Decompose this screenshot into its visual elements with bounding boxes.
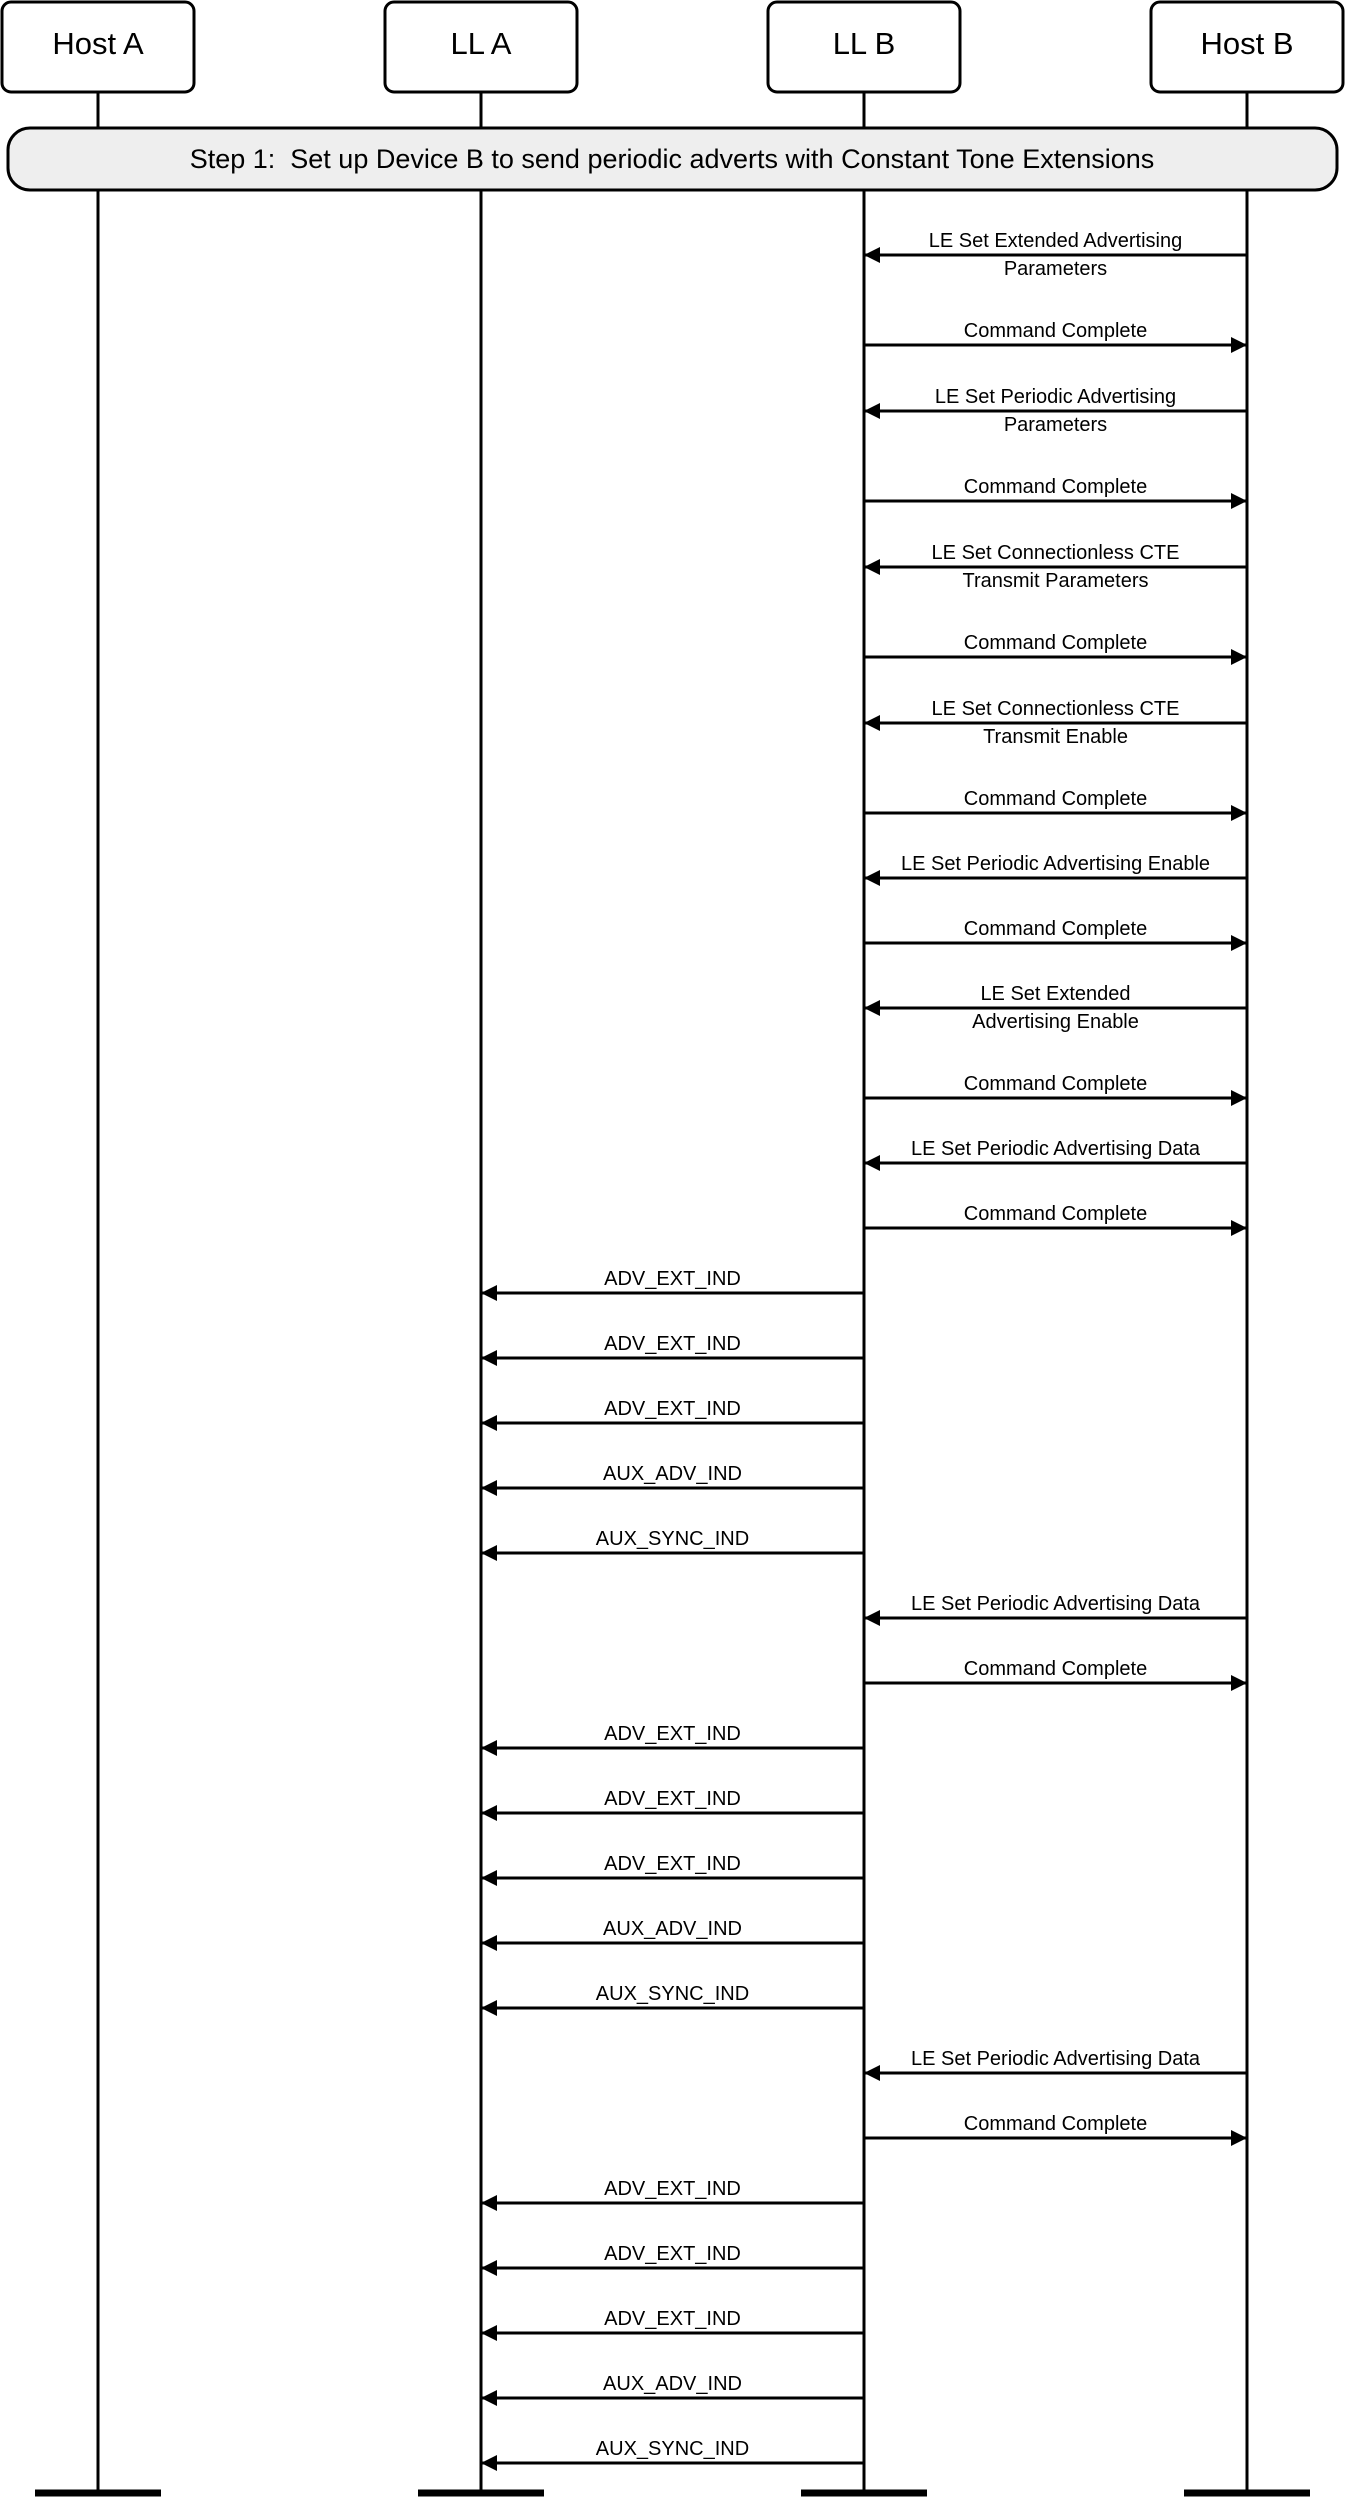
message-7 [864,698,1247,748]
message-11 [864,983,1247,1033]
message-32 [481,2373,864,2398]
message-label: ADV_EXT_IND [604,1333,741,1355]
message-label: Command Complete [963,1203,1148,1225]
message-26 [481,1983,864,2008]
message-label: AUX_ADV_IND [603,1918,742,1940]
message-label: ADV_EXT_IND [604,1398,741,1420]
message-label: Command Complete [963,320,1148,342]
participants [2,2,1343,92]
message-12 [864,1073,1247,1098]
message-label: ADV_EXT_IND [604,1853,741,1875]
message-23 [481,1788,864,1813]
message-label: Command Complete [963,1658,1148,1680]
message-label: ADV_EXT_IND [604,2308,741,2330]
message-label: Command Complete [963,1073,1148,1095]
message-29 [481,2178,864,2203]
participant-label-host-b: Host B [1200,26,1294,61]
message-label: ADV_EXT_IND [604,2243,741,2265]
participant-host-b [1151,2,1343,92]
message-20 [864,1593,1247,1618]
message-33 [481,2438,864,2463]
message-label: AUX_SYNC_IND [595,1983,750,2005]
message-label: Command Complete [963,918,1148,940]
message-10 [864,918,1247,943]
message-30 [481,2243,864,2268]
message-8 [864,788,1247,813]
participant-label-ll-a: LL A [450,26,512,61]
message-label: LE Set Periodic Advertising Data [910,1138,1201,1160]
message-label: ADV_EXT_IND [604,2178,741,2200]
message-label: AUX_ADV_IND [603,1463,742,1485]
message-18 [481,1463,864,1488]
participant-ll-b [768,2,960,92]
message-label: LE Set Periodic Advertising Enable [900,853,1211,875]
message-label: Command Complete [963,788,1148,810]
message-label: AUX_SYNC_IND [595,2438,750,2460]
message-27 [864,2048,1247,2073]
message-label: Command Complete [963,476,1148,498]
message-14 [864,1203,1247,1228]
message-22 [481,1723,864,1748]
participant-label-ll-b: LL B [832,26,896,61]
message-25 [481,1918,864,1943]
message-label: LE Set Extended Advertising [928,230,1183,252]
message-1 [864,230,1247,280]
message-label: Transmit Enable [983,726,1128,748]
message-label: Command Complete [963,632,1148,654]
message-label: Parameters [1003,414,1108,436]
message-label: LE Set Connectionless CTE [931,698,1180,720]
message-3 [864,386,1247,436]
message-17 [481,1398,864,1423]
message-6 [864,632,1247,657]
participant-host-a [2,2,194,92]
message-13 [864,1138,1247,1163]
participant-ll-a [385,2,577,92]
message-31 [481,2308,864,2333]
message-19 [481,1528,864,1553]
message-label: ADV_EXT_IND [604,1268,741,1290]
message-label: Advertising Enable [972,1011,1139,1033]
message-15 [481,1268,864,1293]
message-16 [481,1333,864,1358]
message-label: AUX_SYNC_IND [595,1528,750,1550]
step-banner-label: Step 1: Set up Device B to send periodic adverts with Constant Tone Extensions [189,144,1155,174]
message-24 [481,1853,864,1878]
message-label: Command Complete [963,2113,1148,2135]
message-label: AUX_ADV_IND [603,2373,742,2395]
message-label: LE Set Connectionless CTE [931,542,1180,564]
message-label: ADV_EXT_IND [604,1723,741,1745]
message-4 [864,476,1247,501]
message-5 [864,542,1247,592]
message-28 [864,2113,1247,2138]
message-label: Transmit Parameters [962,570,1149,592]
message-label: LE Set Periodic Advertising [934,386,1177,408]
participant-label-host-a: Host A [52,26,144,61]
message-label: LE Set Periodic Advertising Data [910,2048,1201,2070]
message-label: LE Set Extended [980,983,1131,1005]
message-label: LE Set Periodic Advertising Data [910,1593,1201,1615]
message-label: ADV_EXT_IND [604,1788,741,1810]
step-1-banner [8,128,1337,190]
message-9 [864,853,1247,878]
message-21 [864,1658,1247,1683]
message-2 [864,320,1247,345]
message-label: Parameters [1003,258,1108,280]
